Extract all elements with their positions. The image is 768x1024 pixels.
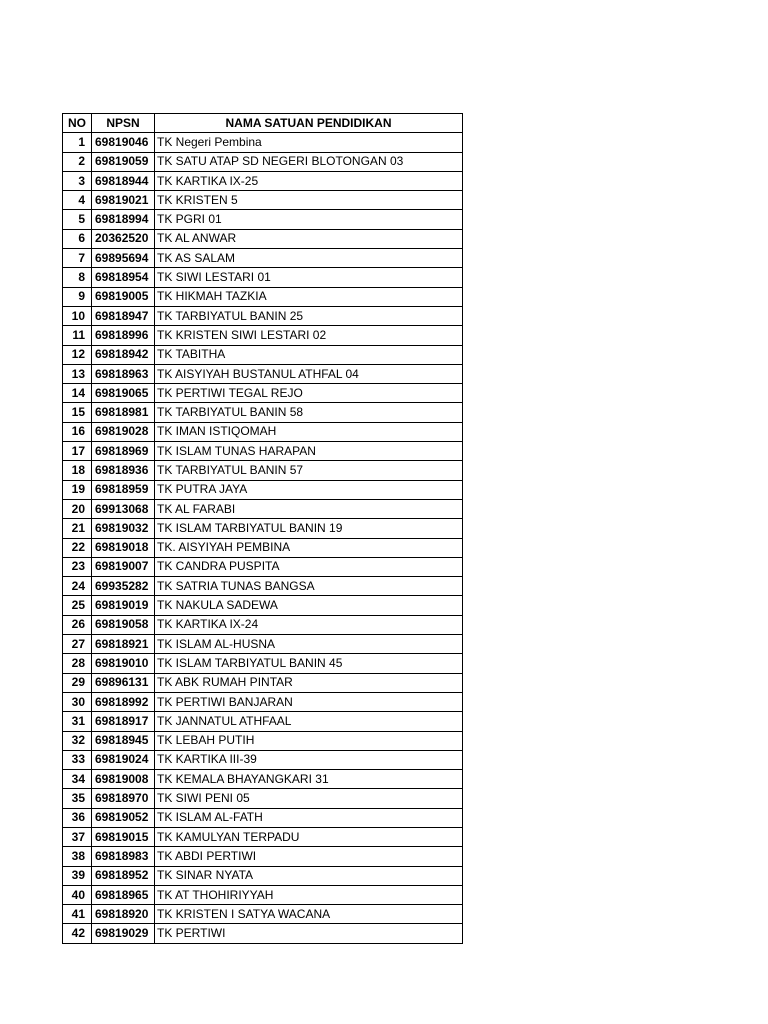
npsn-cell[interactable]: 69819021: [92, 191, 155, 210]
row-number-cell[interactable]: 13: [63, 364, 92, 383]
npsn-cell[interactable]: 69819058: [92, 615, 155, 634]
table-row: [63, 885, 463, 904]
school-name-cell[interactable]: TK TARBIYATUL BANIN 58: [155, 403, 463, 422]
row-number-cell[interactable]: 12: [63, 345, 92, 364]
row-number-cell[interactable]: 17: [63, 442, 92, 461]
spreadsheet-sheet: [62, 113, 463, 944]
npsn-cell[interactable]: 69819019: [92, 596, 155, 615]
table-row: [63, 538, 463, 557]
school-name-cell[interactable]: TK PUTRA JAYA: [155, 480, 463, 499]
table-row: [63, 924, 463, 943]
table-row: [63, 403, 463, 422]
table-row: [63, 326, 463, 345]
table-row: [63, 673, 463, 692]
school-name-cell[interactable]: TK LEBAH PUTIH: [155, 731, 463, 750]
table-row: [63, 422, 463, 441]
row-number-cell[interactable]: 8: [63, 268, 92, 287]
school-name-cell[interactable]: TK KEMALA BHAYANGKARI 31: [155, 770, 463, 789]
npsn-cell[interactable]: 69818952: [92, 866, 155, 885]
row-number-cell[interactable]: 15: [63, 403, 92, 422]
school-name-cell[interactable]: TK NAKULA SADEWA: [155, 596, 463, 615]
table-row: [63, 789, 463, 808]
npsn-cell[interactable]: 69819028: [92, 422, 155, 441]
table-row: [63, 133, 463, 152]
npsn-cell[interactable]: 69818947: [92, 306, 155, 325]
npsn-cell[interactable]: 69935282: [92, 577, 155, 596]
row-number-cell[interactable]: 29: [63, 673, 92, 692]
row-number-cell[interactable]: 22: [63, 538, 92, 557]
npsn-cell[interactable]: 69819018: [92, 538, 155, 557]
npsn-cell[interactable]: 69913068: [92, 499, 155, 518]
school-name-cell[interactable]: TK HIKMAH TAZKIA: [155, 287, 463, 306]
npsn-cell[interactable]: 69818983: [92, 847, 155, 866]
row-number-cell[interactable]: 38: [63, 847, 92, 866]
table-row: [63, 499, 463, 518]
table-row: [63, 577, 463, 596]
row-number-cell[interactable]: 30: [63, 692, 92, 711]
row-number-cell[interactable]: 27: [63, 635, 92, 654]
school-name-cell[interactable]: TK TARBIYATUL BANIN 25: [155, 306, 463, 325]
row-number-cell[interactable]: 10: [63, 306, 92, 325]
school-name-cell[interactable]: TK PGRI 01: [155, 210, 463, 229]
school-name-cell[interactable]: TK ISLAM TUNAS HARAPAN: [155, 442, 463, 461]
table-row: [63, 712, 463, 731]
npsn-cell[interactable]: 69818959: [92, 480, 155, 499]
table-row: [63, 442, 463, 461]
school-name-cell[interactable]: TK PERTIWI: [155, 924, 463, 943]
row-number-cell[interactable]: 7: [63, 249, 92, 268]
row-number-cell[interactable]: 36: [63, 808, 92, 827]
school-name-cell[interactable]: TK TARBIYATUL BANIN 57: [155, 461, 463, 480]
school-name-cell[interactable]: TK ISLAM AL-HUSNA: [155, 635, 463, 654]
row-number-cell[interactable]: 42: [63, 924, 92, 943]
row-number-cell[interactable]: 28: [63, 654, 92, 673]
school-list-table: [62, 113, 463, 944]
school-name-cell[interactable]: TK AL FARABI: [155, 499, 463, 518]
table-row: [63, 210, 463, 229]
school-name-cell[interactable]: TK SINAR NYATA: [155, 866, 463, 885]
npsn-cell[interactable]: 69818996: [92, 326, 155, 345]
npsn-cell[interactable]: 69819065: [92, 384, 155, 403]
npsn-cell[interactable]: 69896131: [92, 673, 155, 692]
table-row: [63, 461, 463, 480]
row-number-cell[interactable]: 4: [63, 191, 92, 210]
header-npsn[interactable]: NPSN: [92, 114, 155, 133]
row-number-cell[interactable]: 26: [63, 615, 92, 634]
table-row: [63, 827, 463, 846]
school-name-cell[interactable]: TK AT THOHIRIYYAH: [155, 885, 463, 904]
npsn-cell[interactable]: 69819007: [92, 557, 155, 576]
npsn-cell[interactable]: 69818920: [92, 905, 155, 924]
school-name-cell[interactable]: TK IMAN ISTIQOMAH: [155, 422, 463, 441]
npsn-cell[interactable]: 69819052: [92, 808, 155, 827]
table-row: [63, 750, 463, 769]
school-name-cell[interactable]: TK SIWI LESTARI 01: [155, 268, 463, 287]
table-row: [63, 615, 463, 634]
table-row: [63, 287, 463, 306]
school-name-cell[interactable]: TK KARTIKA IX-24: [155, 615, 463, 634]
table-row: [63, 249, 463, 268]
npsn-cell[interactable]: 20362520: [92, 229, 155, 248]
npsn-cell[interactable]: 69818965: [92, 885, 155, 904]
school-name-cell[interactable]: TK Negeri Pembina: [155, 133, 463, 152]
npsn-cell[interactable]: 69818963: [92, 364, 155, 383]
school-name-cell[interactable]: TK JANNATUL ATHFAAL: [155, 712, 463, 731]
school-name-cell[interactable]: TK KARTIKA III-39: [155, 750, 463, 769]
npsn-cell[interactable]: 69819059: [92, 152, 155, 171]
row-number-cell[interactable]: 1: [63, 133, 92, 152]
npsn-cell[interactable]: 69818921: [92, 635, 155, 654]
table-row: [63, 635, 463, 654]
npsn-cell[interactable]: 69818994: [92, 210, 155, 229]
school-name-cell[interactable]: TK KRISTEN SIWI LESTARI 02: [155, 326, 463, 345]
row-number-cell[interactable]: 32: [63, 731, 92, 750]
npsn-cell[interactable]: 69818917: [92, 712, 155, 731]
row-number-cell[interactable]: 2: [63, 152, 92, 171]
npsn-cell[interactable]: 69819024: [92, 750, 155, 769]
row-number-cell[interactable]: 3: [63, 171, 92, 190]
table-row: [63, 171, 463, 190]
school-name-cell[interactable]: TK ABDI PERTIWI: [155, 847, 463, 866]
table-row: [63, 770, 463, 789]
school-name-cell[interactable]: TK SATU ATAP SD NEGERI BLOTONGAN 03: [155, 152, 463, 171]
header-school-name[interactable]: NAMA SATUAN PENDIDIKAN: [155, 114, 463, 133]
npsn-cell[interactable]: 69819005: [92, 287, 155, 306]
npsn-cell[interactable]: 69818981: [92, 403, 155, 422]
table-body: [63, 133, 463, 943]
row-number-cell[interactable]: 39: [63, 866, 92, 885]
school-name-cell[interactable]: TK KRISTEN 5: [155, 191, 463, 210]
table-row: [63, 692, 463, 711]
table-row: [63, 364, 463, 383]
row-number-cell[interactable]: 35: [63, 789, 92, 808]
school-name-cell[interactable]: TK KRISTEN I SATYA WACANA: [155, 905, 463, 924]
row-number-cell[interactable]: 5: [63, 210, 92, 229]
row-number-cell[interactable]: 24: [63, 577, 92, 596]
school-name-cell[interactable]: TK TABITHA: [155, 345, 463, 364]
table-row: [63, 557, 463, 576]
row-number-cell[interactable]: 6: [63, 229, 92, 248]
school-name-cell[interactable]: TK SATRIA TUNAS BANGSA: [155, 577, 463, 596]
table-row: [63, 268, 463, 287]
school-name-cell[interactable]: TK AISYIYAH BUSTANUL ATHFAL 04: [155, 364, 463, 383]
row-number-cell[interactable]: 34: [63, 770, 92, 789]
npsn-cell[interactable]: 69819046: [92, 133, 155, 152]
row-number-cell[interactable]: 21: [63, 519, 92, 538]
npsn-cell[interactable]: 69819029: [92, 924, 155, 943]
table-row: [63, 480, 463, 499]
school-name-cell[interactable]: TK. AISYIYAH PEMBINA: [155, 538, 463, 557]
npsn-cell[interactable]: 69818970: [92, 789, 155, 808]
npsn-cell[interactable]: 69818945: [92, 731, 155, 750]
table-row: [63, 384, 463, 403]
table-row: [63, 191, 463, 210]
row-number-cell[interactable]: 19: [63, 480, 92, 499]
table-row: [63, 345, 463, 364]
school-name-cell[interactable]: TK AS SALAM: [155, 249, 463, 268]
npsn-cell[interactable]: 69818969: [92, 442, 155, 461]
school-name-cell[interactable]: TK KARTIKA IX-25: [155, 171, 463, 190]
row-number-cell[interactable]: 9: [63, 287, 92, 306]
npsn-cell[interactable]: 69819032: [92, 519, 155, 538]
npsn-cell[interactable]: 69895694: [92, 249, 155, 268]
table-row: [63, 654, 463, 673]
school-name-cell[interactable]: TK ISLAM TARBIYATUL BANIN 45: [155, 654, 463, 673]
school-name-cell[interactable]: TK ABK RUMAH PINTAR: [155, 673, 463, 692]
row-number-cell[interactable]: 33: [63, 750, 92, 769]
table-row: [63, 731, 463, 750]
school-name-cell[interactable]: TK KAMULYAN TERPADU: [155, 827, 463, 846]
school-name-cell[interactable]: TK ISLAM AL-FATH: [155, 808, 463, 827]
table-row: [63, 152, 463, 171]
table-row: [63, 229, 463, 248]
row-number-cell[interactable]: 31: [63, 712, 92, 731]
row-number-cell[interactable]: 20: [63, 499, 92, 518]
npsn-cell[interactable]: 69818936: [92, 461, 155, 480]
school-name-cell[interactable]: TK PERTIWI TEGAL REJO: [155, 384, 463, 403]
table-row: [63, 596, 463, 615]
npsn-cell[interactable]: 69818992: [92, 692, 155, 711]
row-number-cell[interactable]: 41: [63, 905, 92, 924]
table-row: [63, 905, 463, 924]
table-header-row: [63, 114, 463, 133]
row-number-cell[interactable]: 11: [63, 326, 92, 345]
npsn-cell[interactable]: 69819010: [92, 654, 155, 673]
table-row: [63, 847, 463, 866]
row-number-cell[interactable]: 14: [63, 384, 92, 403]
row-number-cell[interactable]: 18: [63, 461, 92, 480]
table-row: [63, 866, 463, 885]
npsn-cell[interactable]: 69819008: [92, 770, 155, 789]
table-row: [63, 519, 463, 538]
header-no[interactable]: NO: [63, 114, 92, 133]
school-name-cell[interactable]: TK AL ANWAR: [155, 229, 463, 248]
school-name-cell[interactable]: TK ISLAM TARBIYATUL BANIN 19: [155, 519, 463, 538]
school-name-cell[interactable]: TK PERTIWI BANJARAN: [155, 692, 463, 711]
row-number-cell[interactable]: 40: [63, 885, 92, 904]
npsn-cell[interactable]: 69818954: [92, 268, 155, 287]
school-name-cell[interactable]: TK SIWI PENI 05: [155, 789, 463, 808]
school-name-cell[interactable]: TK CANDRA PUSPITA: [155, 557, 463, 576]
npsn-cell[interactable]: 69818942: [92, 345, 155, 364]
npsn-cell[interactable]: 69819015: [92, 827, 155, 846]
npsn-cell[interactable]: 69818944: [92, 171, 155, 190]
row-number-cell[interactable]: 25: [63, 596, 92, 615]
table-row: [63, 808, 463, 827]
table-row: [63, 306, 463, 325]
row-number-cell[interactable]: 37: [63, 827, 92, 846]
row-number-cell[interactable]: 16: [63, 422, 92, 441]
row-number-cell[interactable]: 23: [63, 557, 92, 576]
